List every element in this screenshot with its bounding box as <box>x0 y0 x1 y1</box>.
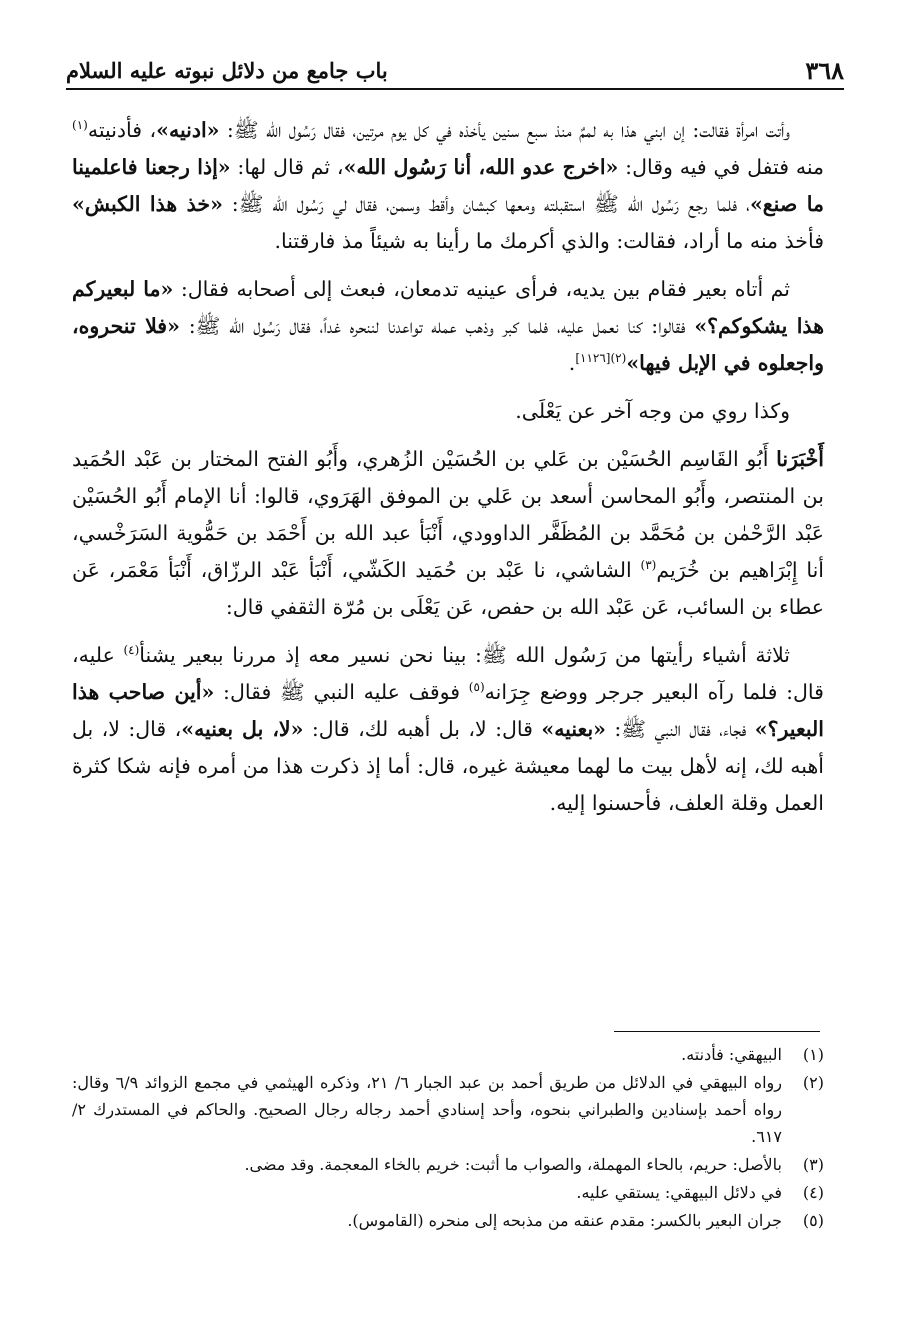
footnote-divider <box>614 1031 820 1032</box>
paragraph-4 <box>72 441 824 626</box>
quote-bold: «خذ هذا الكبش» <box>72 192 223 216</box>
footnote-ref-4[interactable]: (٤) <box>123 643 140 658</box>
page-header <box>66 52 844 90</box>
text-run: ، قال: لا، بل أهبه لك، إنه لأهل بيت ما لهما معيشة غيره، قال: أما إذ ذكرت هذا من أمره فإنه شكا كثرة العمل وقلة العلف، فأحسنوا إليه. <box>72 717 824 815</box>
text-run: فأخذ منه ما أراد، فقالت: والذي أكرمك ما رأينا به شيئاً مذ فارقتنا. <box>274 229 824 253</box>
footnote-2 <box>72 1069 824 1150</box>
text-run: منه فتفل في فيه وقال: <box>618 155 824 179</box>
text-run: ثلاثة أشياء رأيتها من رَسُول الله ﷺ: بينا نحن نسير معه إذ مررنا ببعير يشنأ <box>139 643 791 667</box>
quote-bold: «لا، بل بعنيه» <box>181 717 304 741</box>
footnote-number: (٥) <box>802 1211 824 1230</box>
footnote-ref-1[interactable]: (١) <box>72 118 88 133</box>
paragraph-2 <box>72 271 824 382</box>
text-run: فجاء، فقال النبي ﷺ: <box>605 717 755 741</box>
text-run: عليه، قال: فلما رآه البعير جرجر ووضع جِرَانه <box>72 643 824 704</box>
text-run: ثم أتاه بعير فقام بين يديه، فرأى عينيه تدمعان، فبعث إلى أصحابه فقال: <box>173 277 791 301</box>
paragraph-5 <box>72 637 824 822</box>
text-run: ، فأدنيته <box>87 118 157 142</box>
text-run: أَبُو القَاسِم الحُسَيْن بن عَلي بن الحُسَيْن الزُهري، وأَبُو الفتح المختار بن عَبْد الحُمَيد بن المنتصر، وأَبُو المحاسن أسعد بن عَلي بن الموفق الهَرَوي، قالوا: أنا الإمام أَبُو الحُسَيْن عَبْد الرَّحْمٰن بن مُحَمَّد بن المُظَفَّر الداوودي، أَنْبَأ عبد الله بن أَحْمَد بن حَمُّوية السَرَخْسي، أنا إِبْرَاهيم بن خُرَيم <box>72 447 825 582</box>
running-title: باب جامع من دلائل نبوته عليه السلام <box>66 57 388 83</box>
footnote-number: (٢) <box>802 1073 824 1092</box>
footnote-1 <box>72 1041 824 1068</box>
page-number: ٣٦٨ <box>805 55 844 85</box>
footnote-ref-2[interactable]: (٢)[١١٢٦] <box>575 351 627 366</box>
main-text <box>72 112 824 833</box>
text-run: . <box>568 351 576 375</box>
quote-bold: «ادنيه» <box>156 118 220 142</box>
footnote-5 <box>72 1207 824 1234</box>
paragraph-1 <box>72 112 824 260</box>
text-run: ، ثم قال لها: <box>230 155 344 179</box>
footnote-number: (١) <box>802 1045 824 1064</box>
quote-bold: «فلا تنحروه، واجعلوه في الإبل فيها» <box>72 314 824 375</box>
text-run: فوقف عليه النبي ﷺ فقال: <box>214 680 469 704</box>
footnote-number: (٣) <box>802 1155 824 1174</box>
text-run: الشاشي، نا عَبْد بن حُمَيد الكَشّي، أَنْبَأ عَبْد الرزّاق، أَنْبَأ مَعْمَر، عَن عطاء بن السائب، عَن عَبْد الله بن حفص، عَن يَعْلَى بن مُرّة الثقفي قال: <box>72 558 824 619</box>
quote-bold: «ما لبعيركم هذا يشكوكم؟» <box>72 277 824 338</box>
footnote-text: رواه البيهقي في الدلائل من طريق أحمد بن عبد الجبار ٦/ ٢١، وذكره الهيثمي في مجمع الزوائد ٦/٩ وقال: رواه أحمد بإسنادين والطبراني بنحوه، وأحد إسنادي أحمد رجاله رجال الصحيح. والحاكم في المستدرك ٢/ ٦١٧. <box>72 1073 782 1146</box>
footnote-ref-5[interactable]: (٥) <box>468 680 485 695</box>
footnote-number: (٤) <box>802 1183 824 1202</box>
quote-bold: «أين صاحب هذا البعير؟» <box>72 680 824 741</box>
footnote-text: البيهقي: فأدنته. <box>681 1045 782 1064</box>
quote-bold: «إذا رجعنا فاعلمينا ما صنع» <box>72 155 824 216</box>
footnote-4 <box>72 1179 824 1206</box>
paragraph-3: وكذا روي من وجه آخر عن يَعْلَى. <box>515 399 790 423</box>
footnote-ref-3[interactable]: (٣) <box>640 558 657 573</box>
isnad-lead: أَخْبَرَنا <box>776 447 824 471</box>
quote-bold: «اخرج عدو الله، أنا رَسُول الله» <box>343 155 619 179</box>
text-run: وأتت امرأة فقالت: إن ابني هذا به لممٌ منذ سبع سنين يأخذه في كل يوم مرتين، فقال رَسُول الله ﷺ: <box>219 118 790 142</box>
footnotes <box>72 1041 824 1235</box>
footnote-text: بالأصل: حريم، بالحاء المهملة، والصواب ما أثبت: خريم بالخاء المعجمة. وقد مضى. <box>244 1155 782 1174</box>
footnote-text: جران البعير بالكسر: مقدم عنقه من مذبحه إلى منحره (القاموس). <box>347 1211 782 1230</box>
quote-bold: «بعنيه» <box>541 717 606 741</box>
text-run: ، فلما رجع رَسُول الله ﷺ استقبلته ومعها كبشان وأقط وسمن، فقال لي رَسُول الله ﷺ: <box>222 192 750 216</box>
text-run: فقالوا: كنا نعمل عليه، فلما كبر وذهب عمله تواعدنا لننحره غداً، فقال رَسُول الله ﷺ: <box>179 314 695 338</box>
footnote-3 <box>72 1151 824 1178</box>
footnote-text: في دلائل البيهقي: يستقي عليه. <box>576 1183 782 1202</box>
text-run: قال: لا، بل أهبه لك، قال: <box>303 717 542 741</box>
